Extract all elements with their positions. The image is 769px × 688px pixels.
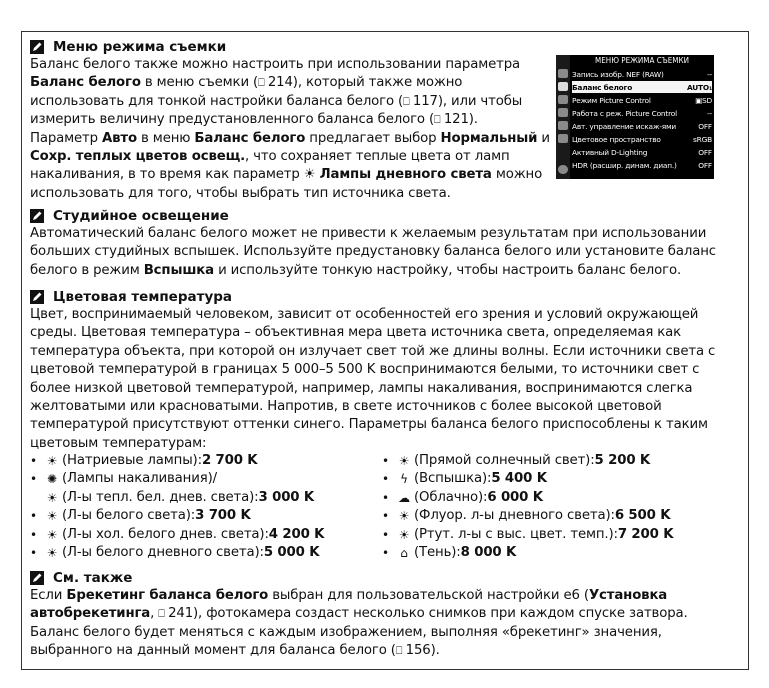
note-pencil-icon xyxy=(30,40,44,54)
text-line xyxy=(30,605,720,623)
note-pencil-icon xyxy=(30,290,44,304)
fluorescent-icon: ☀ xyxy=(398,509,410,524)
studio-section xyxy=(30,207,720,280)
item-label: (Тень): xyxy=(414,544,461,560)
setup-icon xyxy=(558,108,568,117)
row-label: Режим Picture Control xyxy=(572,95,651,105)
fluorescent-icon: ☀ xyxy=(46,509,58,524)
menu-section-title: Меню режима съемки xyxy=(53,39,227,55)
item-label: (Натриевые лампы): xyxy=(62,453,202,468)
item-value: 6 000 K xyxy=(487,489,543,505)
text: в меню съемки ( xyxy=(140,75,259,91)
color-temp-section-body xyxy=(30,306,720,453)
see-also-section-header xyxy=(30,569,720,587)
term-keep-warm: Сохр. теплых цветов освещ. xyxy=(30,149,246,165)
term-white-balance: Баланс белого xyxy=(30,75,141,91)
row-value: -- xyxy=(707,69,712,79)
text-line: Баланс белого будет меняться с каждым изображением, выполняя «брекетинг» значения, xyxy=(30,624,662,640)
item-value: 4 200 K xyxy=(268,526,325,542)
item-label: (Л-ы белого света): xyxy=(62,508,196,524)
book-icon: ⎕ xyxy=(403,94,413,108)
row-label: Цветовое пространство xyxy=(572,134,661,144)
cloud-icon: ☁ xyxy=(398,490,410,505)
color-temp-list-right xyxy=(382,452,673,562)
color-temp-section-header xyxy=(30,288,720,306)
text: Если xyxy=(30,588,67,603)
color-temp-section xyxy=(30,288,720,453)
row-value: sRGB xyxy=(693,134,712,144)
sodium-lamp-icon: ☀ xyxy=(46,454,58,468)
text-line: среды. Цветовая температура – объективная мера цвета источника света, определяемая как xyxy=(30,325,682,341)
bullet: • xyxy=(30,472,37,487)
text: в меню xyxy=(136,130,195,146)
text-line: цветовой температурой в границах 5 000–5 500 K воспринимаются белыми, то источники свет с xyxy=(30,362,700,378)
row-value: OFF xyxy=(698,121,712,131)
camera-menu-row xyxy=(572,107,712,119)
text: использовать для тонкой настройки баланса белого ( xyxy=(30,93,404,109)
note-pencil-icon xyxy=(30,571,44,585)
page-ref: 214), который также можно xyxy=(267,75,463,91)
row-value: -- xyxy=(707,108,712,118)
camera-menu-row xyxy=(572,94,712,106)
row-value: OFF xyxy=(698,147,712,157)
bullet: • xyxy=(382,545,389,560)
list-item xyxy=(382,507,673,525)
item-label: (Вспышка): xyxy=(414,471,492,487)
text-line: более низкой цветовой температурой, например, лампы накаливания, воспринимаются слегка xyxy=(30,380,693,396)
text-line: Автоматический баланс белого может не привести к желаемым результатам при использовании xyxy=(30,226,707,241)
text: выбран для пользовательской настройки e6 ( xyxy=(268,588,589,603)
text-line xyxy=(30,587,720,605)
item-label: (Л-ы хол. белого днев. света): xyxy=(62,526,269,542)
text: и xyxy=(541,130,550,146)
camera-menu-row xyxy=(572,146,712,158)
fluorescent-icon: ☀ xyxy=(303,167,320,183)
term-auto: Авто xyxy=(102,130,137,146)
book-icon: ⎕ xyxy=(158,607,169,621)
bullet: • xyxy=(30,509,37,524)
retouch-icon xyxy=(558,121,568,130)
color-temp-list-left xyxy=(30,452,324,562)
shooting-icon xyxy=(558,82,568,91)
note-pencil-icon xyxy=(30,209,44,223)
studio-section-title: Студийное освещение xyxy=(53,208,229,224)
list-item xyxy=(30,526,324,544)
bullet: • xyxy=(382,454,389,468)
bullet: • xyxy=(382,527,389,542)
page-ref: 121). xyxy=(443,112,478,128)
text: Параметр xyxy=(30,130,103,146)
list-item xyxy=(382,544,673,562)
item-value: 6 500 K xyxy=(614,508,671,524)
text-line: цветовым температурам: xyxy=(30,435,207,451)
term-flash: Вспышка xyxy=(143,262,214,278)
list-item xyxy=(382,452,673,470)
item-value: 3 000 K xyxy=(258,489,315,505)
fluorescent-icon: ☀ xyxy=(46,527,58,542)
row-value: OFF xyxy=(698,160,712,170)
text: и используйте тонкую настройку, чтобы настроить баланс белого. xyxy=(214,262,682,278)
list-item xyxy=(30,452,324,470)
item-label: (Л-ы белого дневного света): xyxy=(62,544,264,560)
text: накаливания, в то время как параметр xyxy=(30,167,304,183)
text: предлагает выбор xyxy=(305,130,441,146)
text-line xyxy=(30,642,720,660)
item-label: (Прямой солнечный свет): xyxy=(414,453,595,468)
text-line: Цвет, воспринимаемый человеком, зависит от особенностей его зрения и условий окружающей xyxy=(30,307,699,322)
term-fluorescent: Лампы дневного света xyxy=(319,167,492,183)
see-also-section-body xyxy=(30,587,720,661)
studio-section-header xyxy=(30,207,720,225)
camera-menu-image xyxy=(556,55,714,179)
book-icon: ⎕ xyxy=(258,76,268,90)
incandescent-icon: ✺ xyxy=(47,472,57,487)
flash-icon: ϟ xyxy=(400,472,408,487)
row-value: AUTO₁ xyxy=(686,82,712,92)
list-item xyxy=(30,544,324,562)
term-normal: Нормальный xyxy=(440,130,538,146)
list-item xyxy=(30,507,324,525)
list-item xyxy=(30,489,324,507)
sun-icon: ☀ xyxy=(398,454,410,468)
term-white-balance: Баланс белого xyxy=(194,130,306,146)
help-icon xyxy=(558,165,568,174)
item-value: 2 700 K xyxy=(201,453,258,468)
term-auto-bracketing-set: Установка xyxy=(588,588,668,603)
camera-menu-row xyxy=(572,120,712,132)
text: , xyxy=(150,606,159,622)
camera-menu-sidebar xyxy=(556,55,570,179)
page-ref: 241), фотокамера создаст несколько снимков при каждом спуске затвора. xyxy=(168,606,688,622)
item-label: (Л-ы тепл. бел. днев. света): xyxy=(62,489,259,505)
fluorescent-icon: ☀ xyxy=(46,545,58,560)
fluorescent-icon: ☀ xyxy=(46,490,58,505)
row-label: Баланс белого xyxy=(572,82,633,92)
term-auto-bracketing-set: автобрекетинга xyxy=(30,606,151,622)
text: , что сохраняет теплые цвета от ламп xyxy=(245,149,510,165)
fluorescent-icon: ☀ xyxy=(398,527,410,542)
row-label: HDR (расшир. динам. диап.) xyxy=(572,160,677,170)
item-label: (Лампы накаливания)/ xyxy=(62,471,217,487)
page-ref: 156). xyxy=(405,643,440,659)
menu-section-body xyxy=(30,56,550,203)
text: белого в режим xyxy=(30,262,144,278)
playback-icon xyxy=(558,69,568,78)
book-icon: ⎕ xyxy=(434,113,444,127)
item-value: 5 200 K xyxy=(594,453,651,468)
text-line: желтоватыми или красноватыми. Напротив, в свете источников с более высокой цветовой xyxy=(30,399,662,415)
row-label: Запись изобр. NEF (RAW) xyxy=(572,69,664,79)
color-temp-section-title: Цветовая температура xyxy=(53,289,233,305)
camera-menu-title: МЕНЮ РЕЖИМА СЪЕМКИ xyxy=(595,56,689,65)
see-also-section xyxy=(30,569,720,661)
text-line: температурой присутствуют оттенки синего. Параметры баланса белого приспособлены к таким xyxy=(30,417,708,433)
menu-section-header xyxy=(30,38,720,56)
custom-settings-icon xyxy=(558,95,568,104)
text: измерить величину предустановленного баланса белого ( xyxy=(30,112,435,128)
see-also-section-title: См. также xyxy=(53,570,133,586)
bullet: • xyxy=(30,545,37,560)
list-item xyxy=(382,470,673,488)
list-item xyxy=(30,470,324,488)
text: выбранного на данный момент для баланса белого ( xyxy=(30,643,396,659)
item-label: (Ртут. л-ы с выс. цвет. темп.): xyxy=(414,526,618,542)
bullet: • xyxy=(30,527,37,542)
bullet: • xyxy=(382,490,389,505)
item-value: 7 200 K xyxy=(617,526,674,542)
item-value: 5 400 K xyxy=(491,471,547,487)
item-value: 3 700 K xyxy=(195,508,251,524)
camera-menu-row xyxy=(572,68,712,80)
bullet: • xyxy=(30,454,37,468)
row-label: Работа с реж. Picture Control xyxy=(572,108,677,118)
text: Баланс белого также можно настроить при использовании параметра xyxy=(30,57,520,72)
text: можно использовать для того, чтобы выбрать тип источника света. xyxy=(30,167,543,201)
list-item xyxy=(382,526,673,544)
book-icon: ⎕ xyxy=(395,644,406,658)
row-label: Авт. управление искаж-ями xyxy=(572,121,677,131)
item-label: (Флуор. л-ы дневного света): xyxy=(414,508,615,524)
term-wb-bracketing: Брекетинг баланса белого xyxy=(66,588,269,603)
text-line xyxy=(30,262,720,280)
my-menu-icon xyxy=(558,134,568,143)
camera-menu-row-selected xyxy=(572,81,712,93)
item-value: 5 000 K xyxy=(263,544,320,560)
text-line: температура объекта, при которой он излучает свет той же длины волны. Если источники света с xyxy=(30,343,716,359)
item-label: (Облачно): xyxy=(414,489,488,505)
item-value: 8 000 K xyxy=(460,544,517,560)
bullet: • xyxy=(382,509,389,524)
page-ref: 117), или чтобы xyxy=(412,93,523,109)
row-value: ▣SD xyxy=(695,95,712,105)
shade-icon: ⌂ xyxy=(400,545,408,560)
camera-menu-row xyxy=(572,133,712,145)
camera-menu-row xyxy=(572,159,712,171)
list-item xyxy=(382,489,673,507)
row-label: Активный D-Lighting xyxy=(572,147,648,157)
text-line: больших студийных вспышек. Используйте предустановку баланса белого или установите баланс xyxy=(30,244,716,260)
studio-section-body xyxy=(30,225,720,280)
bullet: • xyxy=(382,472,389,487)
